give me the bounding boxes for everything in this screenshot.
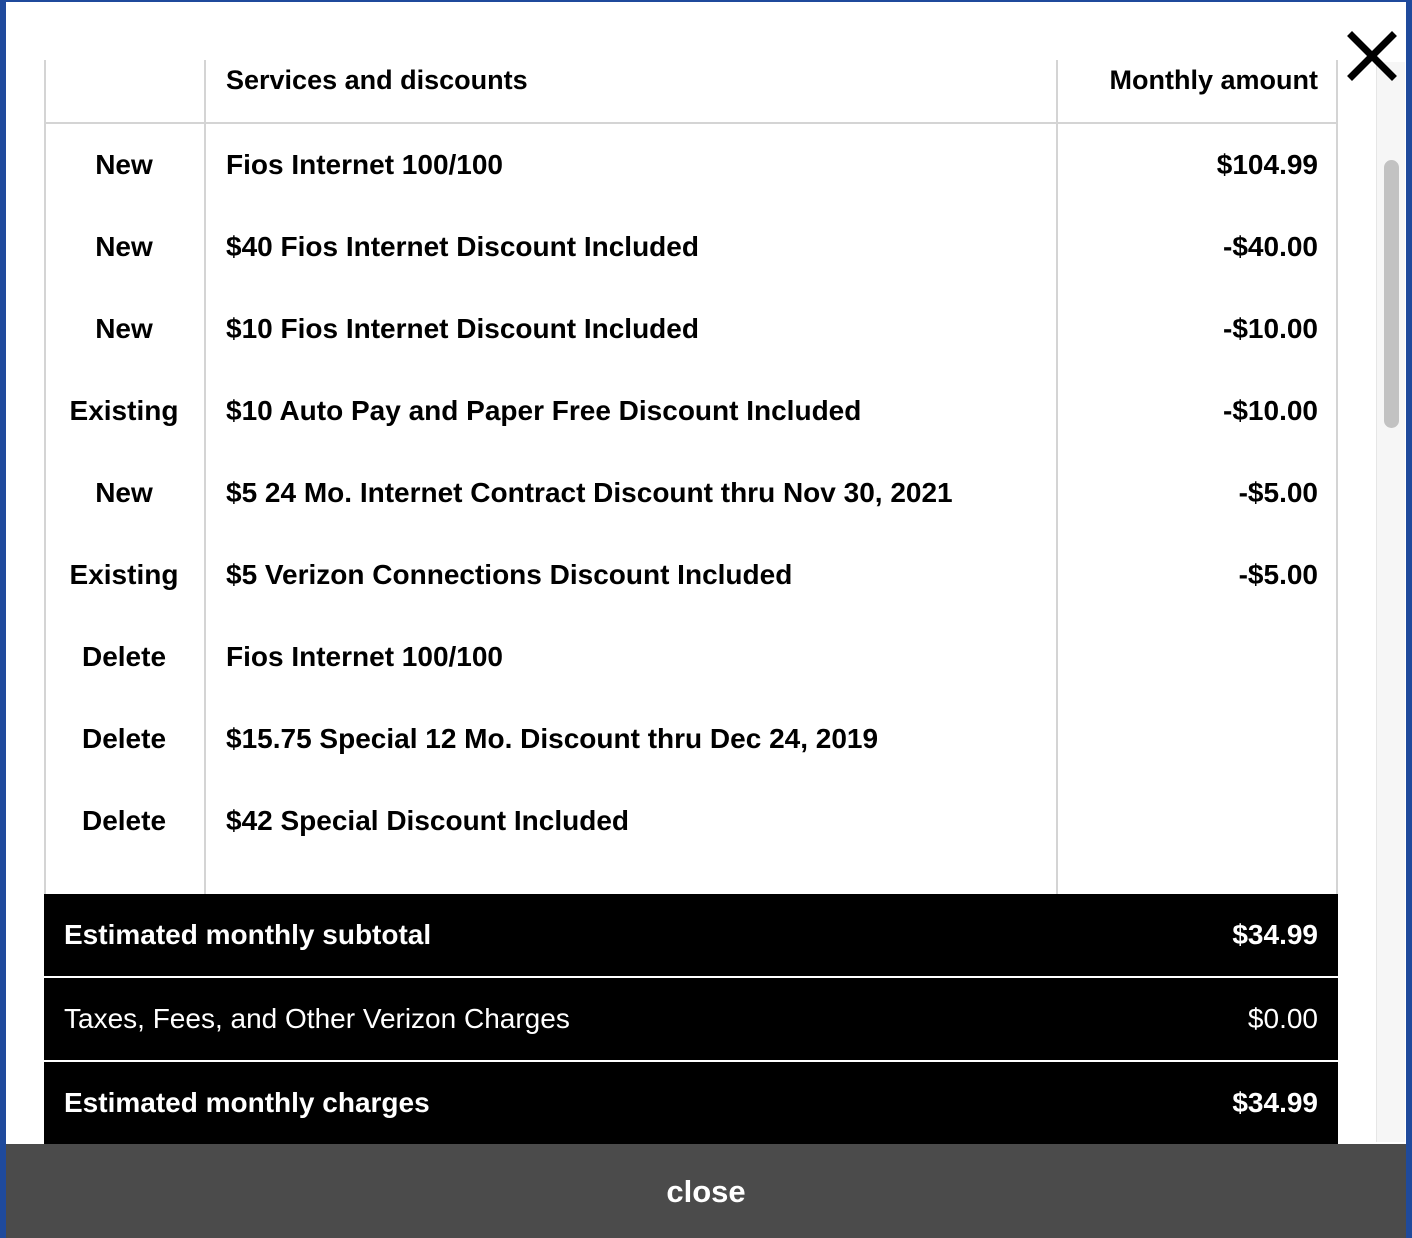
- row-service: $5 24 Mo. Internet Contract Discount thru Nov 30, 2021: [226, 477, 953, 508]
- row-status: Existing: [69, 395, 179, 426]
- taxes-row: [44, 978, 1338, 1060]
- row-service: $40 Fios Internet Discount Included: [226, 231, 699, 262]
- subtotal-value: $34.99: [1232, 919, 1318, 950]
- amount-column-header: Monthly amount: [1109, 65, 1318, 95]
- row-status: Delete: [81, 805, 167, 836]
- table-row: [44, 288, 1338, 370]
- row-status: New: [95, 313, 153, 344]
- subtotal-label: Estimated monthly subtotal: [64, 919, 432, 950]
- row-status: New: [95, 149, 153, 180]
- price-details-modal: [6, 2, 1406, 1238]
- table-row: [44, 124, 1338, 206]
- table-row: [44, 698, 1338, 780]
- modal-scroll-area[interactable]: [6, 2, 1406, 1144]
- table-row: [44, 206, 1338, 288]
- row-amount: $104.99: [1216, 149, 1318, 180]
- row-amount: -$40.00: [1223, 231, 1318, 262]
- row-service: $5 Verizon Connections Discount Included: [226, 559, 793, 590]
- row-amount: -$10.00: [1223, 313, 1318, 344]
- scrollbar-thumb[interactable]: [1384, 160, 1399, 428]
- row-amount: -$10.00: [1223, 395, 1318, 426]
- row-amount: -$5.00: [1238, 477, 1318, 508]
- row-service: Fios Internet 100/100: [226, 149, 504, 180]
- taxes-value: $0.00: [1247, 1003, 1318, 1034]
- row-service: $15.75 Special 12 Mo. Discount thru Dec 24, 2019: [226, 723, 879, 754]
- services-column-header: Services and discounts: [226, 65, 528, 95]
- table-body: [44, 124, 1338, 894]
- close-button[interactable]: close: [6, 1144, 1406, 1238]
- table-header: [44, 60, 1338, 124]
- table-row: [44, 534, 1338, 616]
- row-status: New: [95, 231, 153, 262]
- row-service: $10 Auto Pay and Paper Free Discount Included: [226, 395, 862, 426]
- row-service: Fios Internet 100/100: [226, 641, 504, 672]
- services-table: [44, 60, 1338, 1144]
- row-amount: -$5.00: [1238, 559, 1318, 590]
- table-row: [44, 370, 1338, 452]
- taxes-label: Taxes, Fees, and Other Verizon Charges: [64, 1003, 570, 1034]
- row-status: New: [95, 477, 153, 508]
- row-service: $10 Fios Internet Discount Included: [226, 313, 699, 344]
- subtotal-row: [44, 894, 1338, 976]
- row-status: Delete: [81, 723, 167, 754]
- table-row: [44, 780, 1338, 862]
- row-status: Existing: [69, 559, 179, 590]
- close-icon[interactable]: [1342, 26, 1402, 86]
- charges-row: [44, 1062, 1338, 1144]
- table-row: [44, 452, 1338, 534]
- charges-value: $34.99: [1232, 1087, 1318, 1118]
- charges-label: Estimated monthly charges: [64, 1087, 430, 1118]
- row-service: $42 Special Discount Included: [226, 805, 630, 836]
- row-status: Delete: [81, 641, 167, 672]
- table-spacer: [44, 862, 1338, 894]
- table-row: [44, 616, 1338, 698]
